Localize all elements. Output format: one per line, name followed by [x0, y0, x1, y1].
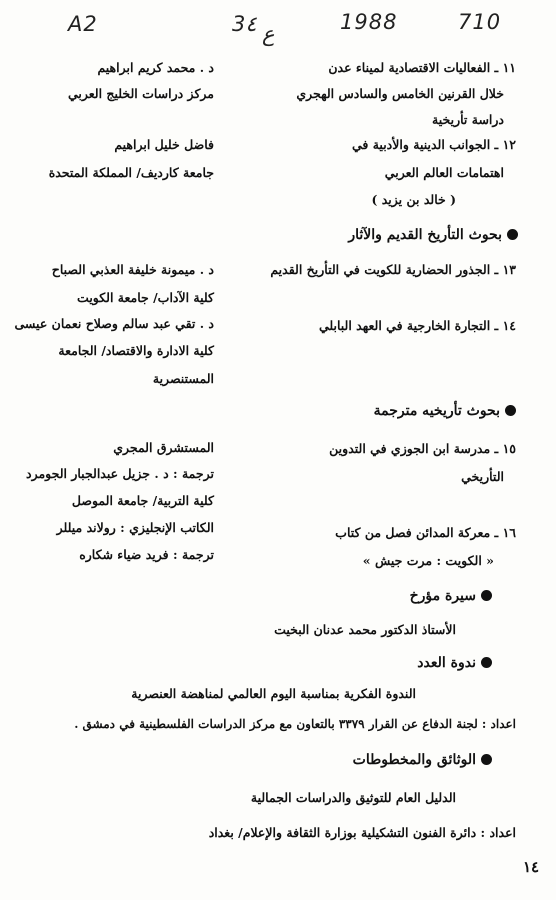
section-heading-biography-label: سيرة مؤرخ — [409, 588, 476, 604]
entry-11-title-line1: ١١ ـ الفعاليات الاقتصادية لميناء عدن — [328, 60, 516, 75]
handwritten-mark-a2: A2 — [68, 12, 98, 36]
entry-13-title: ١٣ ـ الجذور الحضارية للكويت في التأريخ القديم — [270, 262, 516, 277]
handwritten-mark-2: 3٤ — [232, 12, 257, 36]
handwritten-mark-3: ع — [262, 22, 275, 46]
entry-15-author: المستشرق المجري — [113, 440, 214, 455]
documents-prepared-by: اعداد : دائرة الفنون التشكيلية بوزارة الثقافة والإعلام/ بغداد — [208, 825, 516, 840]
entry-15-affiliation: كلية التربية/ جامعة الموصل — [71, 493, 214, 508]
entry-11-affiliation: مركز دراسات الخليج العربي — [67, 86, 214, 101]
entry-16-title-line1: ١٦ ـ معركة المدائن فصل من كتاب — [335, 525, 516, 540]
entry-13-affiliation: كلية الآداب/ جامعة الكويت — [77, 290, 214, 305]
entry-16-translator: ترجمة : فريد ضياء شكاره — [79, 547, 214, 562]
section-heading-translated-label: بحوث تأريخيه مترجمة — [373, 403, 500, 419]
entry-14-affiliation-line2: المستنصرية — [152, 371, 214, 386]
handwritten-number: 710 — [458, 10, 502, 34]
bullet-icon — [481, 754, 492, 765]
entry-12-affiliation: جامعة كارديف/ المملكة المتحدة — [48, 165, 214, 180]
symposium-prepared-by: اعداد : لجنة الدفاع عن القرار ٣٣٧٩ بالتعاون مع مركز الدراسات الفلسطينية في دمشق . — [74, 717, 516, 731]
entry-15-title-line1: ١٥ ـ مدرسة ابن الجوزي في التدوين — [329, 441, 516, 456]
section-heading-documents-label: الوثائق والمخطوطات — [352, 752, 476, 768]
entry-12-title-line3: ( خالد بن يزيد ) — [371, 192, 456, 207]
section-heading-symposium-label: ندوة العدد — [417, 655, 476, 671]
biography-text: الأستاذ الدكتور محمد عدنان البخيت — [274, 622, 456, 637]
entry-14-affiliation-line1: كلية الادارة والاقتصاد/ الجامعة — [58, 343, 214, 358]
symposium-title: الندوة الفكرية بمناسبة اليوم العالمي لمناهضة العنصرية — [131, 686, 416, 701]
entry-13-author: د . ميمونة خليفة العذبي الصباح — [51, 262, 214, 277]
entry-11-title-line2: خلال القرنين الخامس والسادس الهجري — [296, 86, 504, 101]
entry-11-title-line3: دراسة تأريخية — [432, 112, 504, 127]
section-heading-ancient-history — [348, 227, 518, 244]
section-heading-translated — [374, 403, 516, 420]
bullet-icon — [507, 229, 518, 240]
entry-12-author: فاضل خليل ابراهيم — [114, 137, 214, 152]
entry-11-author: د . محمد كريم ابراهيم — [97, 60, 214, 75]
bullet-icon — [505, 405, 516, 416]
bullet-icon — [481, 590, 492, 601]
documents-title: الدليل العام للتوثيق والدراسات الجمالية — [250, 790, 456, 805]
entry-15-translator: ترجمة : د . جزيل عبدالجبار الجومرد — [26, 466, 214, 481]
section-heading-biography — [410, 588, 492, 605]
section-heading-documents — [353, 752, 492, 769]
bullet-icon — [481, 657, 492, 668]
handwritten-year: 1988 — [340, 10, 398, 34]
entry-14-author: د . تقي عبد سالم وصلاح نعمان عيسى — [14, 316, 214, 331]
section-heading-symposium — [417, 655, 492, 672]
section-heading-ancient-history-label: بحوث التأريخ القديم والآثار — [348, 227, 502, 243]
entry-15-title-line2: التأريخي — [461, 469, 504, 484]
entry-14-title: ١٤ ـ التجارة الخارجية في العهد البابلي — [318, 318, 516, 333]
page-number: ١٤ — [523, 858, 540, 876]
entry-16-author: الكاتب الإنجليزي : رولاند ميللر — [56, 520, 214, 535]
entry-16-title-line2: « الكويت : مرت جيش » — [362, 553, 494, 568]
entry-12-title-line2: اهتمامات العالم العربي — [384, 165, 504, 180]
entry-12-title-line1: ١٢ ـ الجوانب الدينية والأدبية في — [351, 137, 516, 152]
